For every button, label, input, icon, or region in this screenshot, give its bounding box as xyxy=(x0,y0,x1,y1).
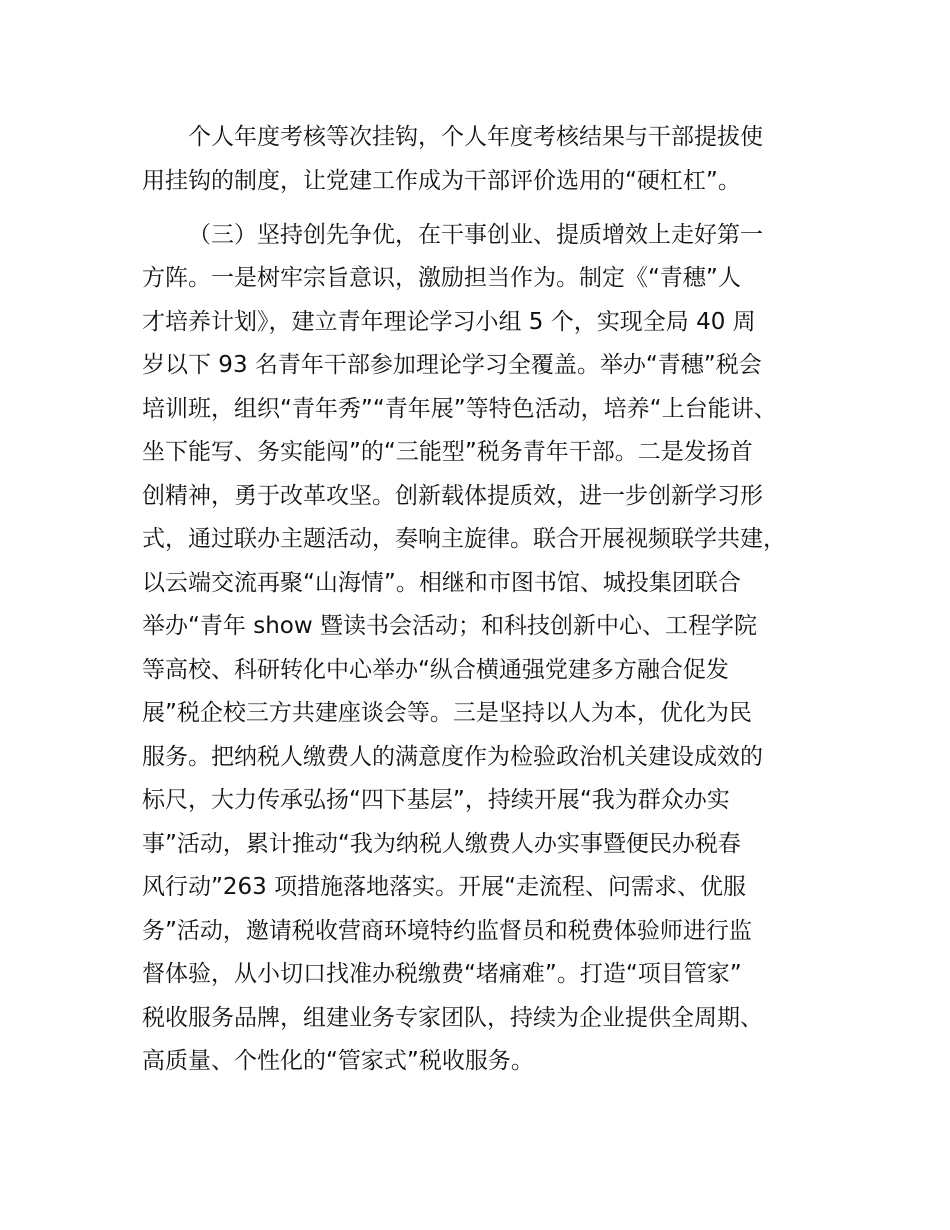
paragraph-line: 方阵。一是树牢宗旨意识，激励担当作为。制定《“青穗”人 xyxy=(142,265,741,291)
paragraph-line: 税收服务品牌，组建业务专家团队，持续为企业提供全周期、 xyxy=(142,1005,763,1031)
paragraph-line: 举办“青年 show 暨读书会活动；和科技创新中心、工程学院 xyxy=(142,613,757,639)
paragraph-line: 用挂钩的制度，让党建工作成为干部评价选用的“硬杠杠”。 xyxy=(142,168,741,194)
paragraph-line: 等高校、科研转化中心举办“纵合横通强党建多方融合促发 xyxy=(142,657,729,683)
paragraph-line: 标尺，大力传承弘扬“四下基层”，持续开展“我为群众办实 xyxy=(142,787,730,813)
paragraph-line: 岁以下 93 名青年干部参加理论学习全覆盖。举办“青穗”税会 xyxy=(142,352,762,378)
paragraph-line: 风行动”263 项措施落地落实。开展“走流程、问需求、优服 xyxy=(142,874,747,900)
paragraph-line: 创精神，勇于改革攻坚。创新载体提质效，进一步创新学习形 xyxy=(142,483,763,509)
paragraph-line: 式，通过联办主题活动，奏响主旋律。联合开展视频联学共建， xyxy=(142,526,786,552)
paragraph-line: 坐下能写、务实能闯”的“三能型”税务青年干部。二是发扬首 xyxy=(142,439,753,465)
paragraph-line: 务”活动，邀请税收营商环境特约监督员和税费体验师进行监 xyxy=(142,918,752,944)
paragraph-line: 督体验，从小切口找准办税缴费“堵痛难”。打造“项目管家” xyxy=(142,961,742,987)
paragraph-line: 以云端交流再聚“山海情”。相继和市图书馆、城投集团联合 xyxy=(142,570,741,596)
paragraph-line: 个人年度考核等次挂钩，个人年度考核结果与干部提拔使 xyxy=(188,124,763,150)
paragraph-line: 服务。把纳税人缴费人的满意度作为检验政治机关建设成效的 xyxy=(142,744,763,770)
paragraph-line: 培训班，组织“青年秀”“青年展”等特色活动，培养“上台能讲、 xyxy=(142,396,777,422)
paragraph-line: 展”税企校三方共建座谈会等。三是坚持以人为本，优化为民 xyxy=(142,700,752,726)
paragraph-line: 才培养计划》，建立青年理论学习小组 5 个，实现全局 40 周 xyxy=(142,309,756,335)
paragraph-line: 高质量、个性化的“管家式”税收服务。 xyxy=(142,1048,534,1074)
paragraph-line: （三）坚持创先争优，在干事创业、提质增效上走好第一 xyxy=(188,222,763,248)
paragraph-line: 事”活动，累计推动“我为纳税人缴费人办实事暨便民办税春 xyxy=(142,831,741,857)
